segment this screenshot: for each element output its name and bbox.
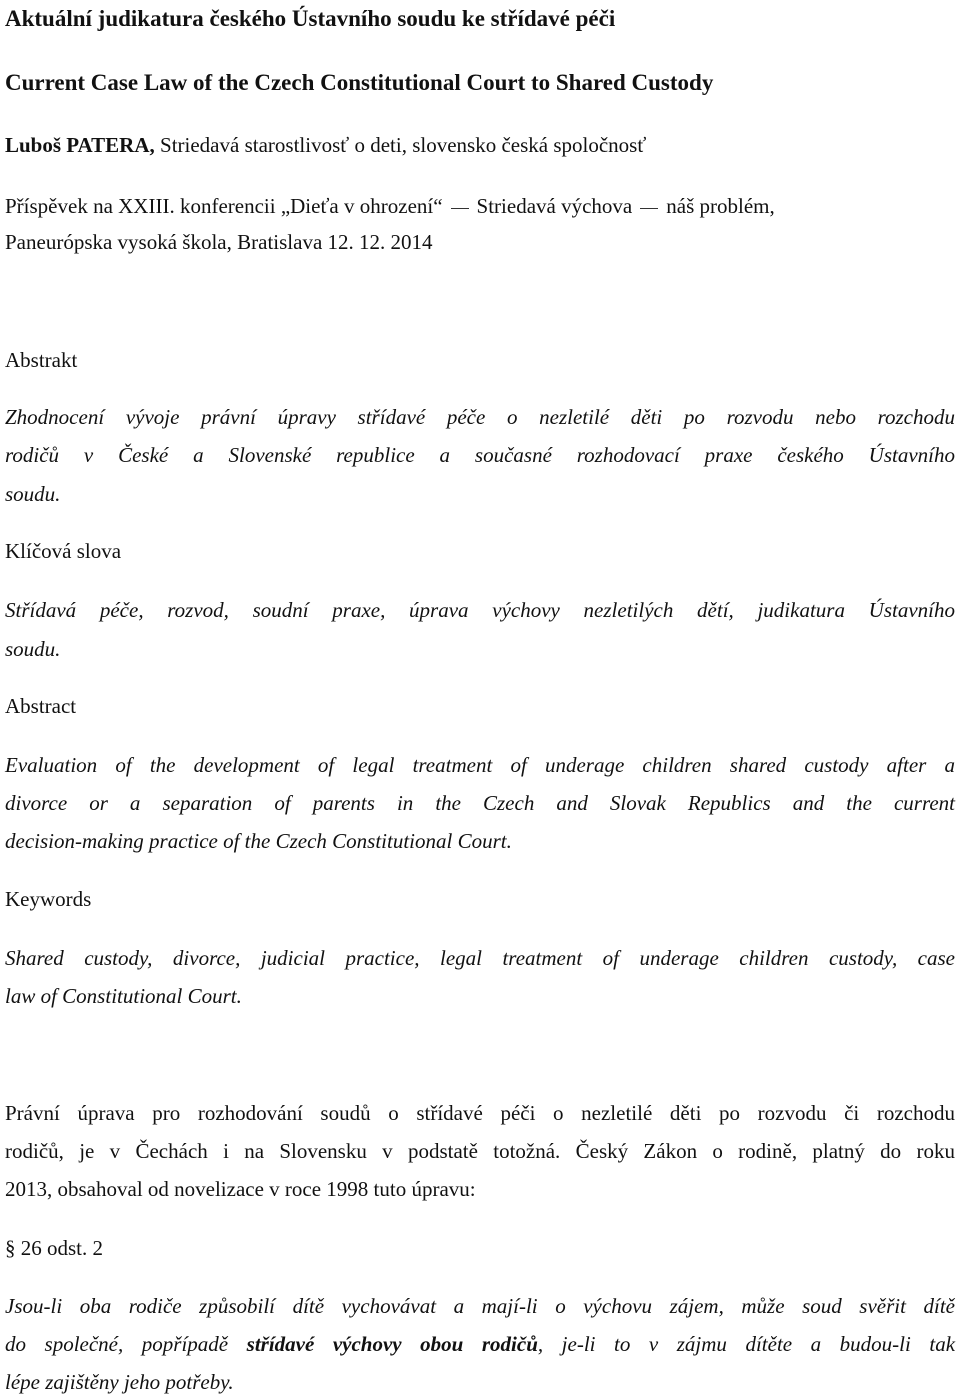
abstrakt-line: rodičů v České a Slovenské republice a současné rozhodovací praxe českého Ústavního: [5, 443, 955, 467]
section-reference: § 26 odst. 2: [5, 1236, 104, 1260]
quote-line: lépe zajištěny jeho potřeby.: [5, 1370, 234, 1394]
conference-text-c: náš problém,: [666, 194, 775, 218]
title-czech: Aktuální judikatura českého Ústavního soudu ke střídavé péči: [5, 6, 616, 31]
conference-text-a: Příspěvek na XXIII. konferencii „Dieťa v ohrození“: [5, 194, 443, 218]
body-paragraph-line: Právní úprava pro rozhodování soudů o střídavé péči o nezletilé děti po rozvodu či rozchodu: [5, 1101, 955, 1125]
keywords-heading: Keywords: [5, 887, 92, 911]
quote-line: [5, 1331, 955, 1357]
body-paragraph-line: rodičů, je v Čechách i na Slovensku v podstatě totožná. Český Zákon o rodině, platný do roku: [5, 1139, 955, 1163]
body-paragraph-line: 2013, obsahoval od novelizace v roce 1998 tuto úpravu:: [5, 1177, 476, 1201]
quote-text: , je-li to v zájmu dítěte a budou-li tak: [537, 1332, 956, 1356]
quote-text: do společné, popřípadě: [5, 1332, 247, 1356]
conference-text-b: Striedavá výchova: [476, 194, 633, 218]
quote-emphasis: střídavé výchovy obou rodičů: [246, 1332, 538, 1356]
author-line: [5, 132, 955, 158]
conference-venue: Paneurópska vysoká škola, Bratislava 12. 12. 2014: [5, 230, 433, 254]
keywords-line: law of Constitutional Court.: [5, 984, 242, 1008]
title-english: Current Case Law of the Czech Constitutional Court to Shared Custody: [5, 70, 714, 95]
author-name: Luboš PATERA,: [5, 133, 155, 157]
abstrakt-line: soudu.: [5, 482, 61, 506]
abstract-line: divorce or a separation of parents in the Czech and Slovak Republics and the current: [5, 791, 955, 815]
abstract-line: Evaluation of the development of legal treatment of underage children shared custody after a: [5, 753, 955, 777]
abstract-heading: Abstract: [5, 694, 77, 718]
dash-separator: [451, 208, 469, 209]
author-affiliation: Striedavá starostlivosť o deti, slovensko česká spoločnosť: [160, 133, 647, 157]
abstrakt-line: Zhodnocení vývoje právní úpravy střídavé péče o nezletilé děti po rozvodu nebo rozchodu: [5, 405, 955, 429]
klicova-slova-line: Střídavá péče, rozvod, soudní praxe, úprava výchovy nezletilých dětí, judikatura Ústavního: [5, 598, 955, 622]
conference-line: [5, 193, 955, 219]
klicova-slova-line: soudu.: [5, 637, 61, 661]
quote-line: Jsou-li oba rodiče způsobilí dítě vychovávat a mají-li o výchovu zájem, může soud svěřit dítě: [5, 1294, 955, 1318]
abstract-line: decision-making practice of the Czech Constitutional Court.: [5, 829, 512, 853]
abstrakt-heading: Abstrakt: [5, 348, 78, 372]
dash-separator: [640, 208, 658, 209]
keywords-line: Shared custody, divorce, judicial practice, legal treatment of underage children custody, case: [5, 946, 955, 970]
klicova-slova-heading: Klíčová slova: [5, 539, 122, 563]
